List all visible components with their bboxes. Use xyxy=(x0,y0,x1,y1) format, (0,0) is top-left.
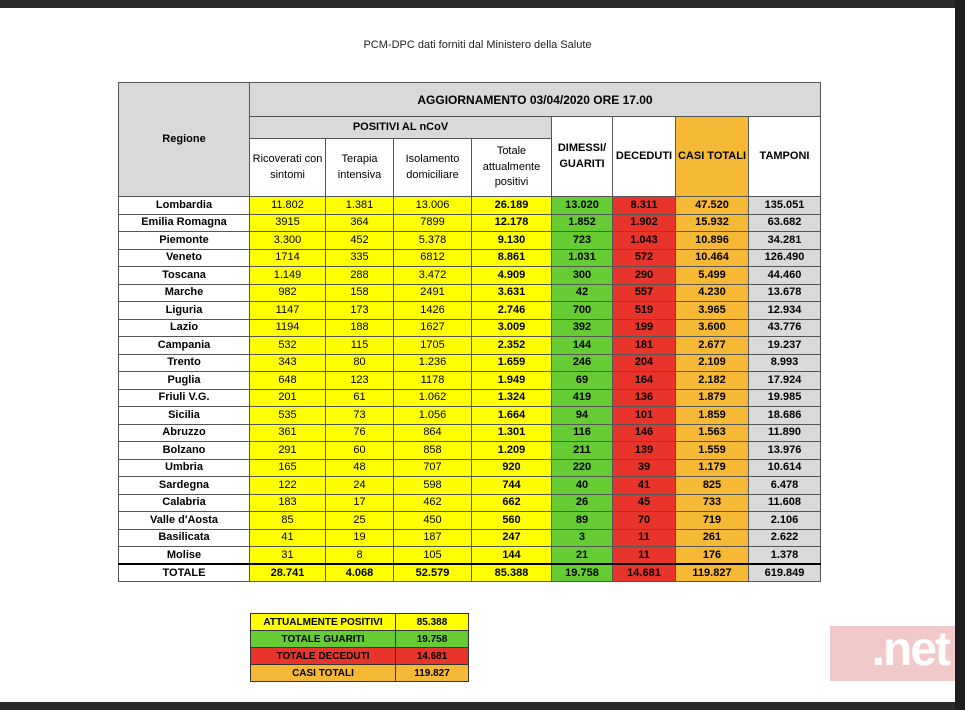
cell-ricoverati: 1194 xyxy=(250,319,326,337)
cell-ricoverati: 41 xyxy=(250,529,326,547)
cell-casi-totali: 2.182 xyxy=(676,372,749,390)
cell-terapia: 452 xyxy=(326,232,394,250)
cell-dimessi: 392 xyxy=(552,319,613,337)
summary-row xyxy=(251,631,469,648)
cell-totale-positivi: 9.130 xyxy=(472,232,552,250)
cell-isolamento: 2491 xyxy=(394,284,472,302)
cell-deceduti: 101 xyxy=(613,407,676,425)
cell-isolamento: 13.006 xyxy=(394,197,472,215)
cell-deceduti: 39 xyxy=(613,459,676,477)
cell-region: Valle d'Aosta xyxy=(119,512,250,530)
cell-isolamento: 1.056 xyxy=(394,407,472,425)
cell-dimessi: 300 xyxy=(552,267,613,285)
cell-tamponi: 12.934 xyxy=(749,302,821,320)
cell-terapia: 80 xyxy=(326,354,394,372)
cell-totale-positivi: 2.352 xyxy=(472,337,552,355)
cell-totale-positivi: 2.746 xyxy=(472,302,552,320)
cell-ricoverati: 165 xyxy=(250,459,326,477)
table-row xyxy=(119,407,821,425)
table-row xyxy=(119,512,821,530)
cell-isolamento: 707 xyxy=(394,459,472,477)
cell-dimessi: 40 xyxy=(552,477,613,495)
cell-tamponi: 19.985 xyxy=(749,389,821,407)
col-header-tamponi: TAMPONI xyxy=(749,117,821,197)
watermark-logo xyxy=(830,623,955,681)
cell-ricoverati: 85 xyxy=(250,512,326,530)
cell-deceduti: 1.902 xyxy=(613,214,676,232)
table-row xyxy=(119,319,821,337)
cell-isolamento: 1.062 xyxy=(394,389,472,407)
cell-isolamento: 462 xyxy=(394,494,472,512)
total-tamponi: 619.849 xyxy=(749,564,821,582)
cell-terapia: 335 xyxy=(326,249,394,267)
cell-tamponi: 13.976 xyxy=(749,442,821,460)
cell-deceduti: 11 xyxy=(613,547,676,565)
cell-casi-totali: 1.179 xyxy=(676,459,749,477)
cell-region: Sardegna xyxy=(119,477,250,495)
cell-totale-positivi: 3.631 xyxy=(472,284,552,302)
cell-terapia: 24 xyxy=(326,477,394,495)
col-header-terapia: Terapia intensiva xyxy=(326,139,394,197)
cell-region: Lombardia xyxy=(119,197,250,215)
cell-totale-positivi: 12.178 xyxy=(472,214,552,232)
col-header-deceduti: DECEDUTI xyxy=(613,117,676,197)
cell-terapia: 288 xyxy=(326,267,394,285)
cell-ricoverati: 361 xyxy=(250,424,326,442)
cell-ricoverati: 11.802 xyxy=(250,197,326,215)
table-row xyxy=(119,547,821,565)
cell-region: Sicilia xyxy=(119,407,250,425)
cell-ricoverati: 1.149 xyxy=(250,267,326,285)
cell-region: Lazio xyxy=(119,319,250,337)
table-row xyxy=(119,529,821,547)
total-isolamento: 52.579 xyxy=(394,564,472,582)
col-header-dimessi: DIMESSI/ GUARITI xyxy=(552,117,613,197)
cell-dimessi: 69 xyxy=(552,372,613,390)
table-row xyxy=(119,197,821,215)
summary-label: TOTALE DECEDUTI xyxy=(251,648,396,665)
table-row xyxy=(119,302,821,320)
cell-totale-positivi: 26.189 xyxy=(472,197,552,215)
cell-totale-positivi: 1.949 xyxy=(472,372,552,390)
cell-isolamento: 1178 xyxy=(394,372,472,390)
cell-casi-totali: 10.464 xyxy=(676,249,749,267)
table-row xyxy=(119,232,821,250)
cell-deceduti: 164 xyxy=(613,372,676,390)
cell-casi-totali: 5.499 xyxy=(676,267,749,285)
cell-tamponi: 2.106 xyxy=(749,512,821,530)
cell-deceduti: 1.043 xyxy=(613,232,676,250)
table-row xyxy=(119,372,821,390)
total-ricoverati: 28.741 xyxy=(250,564,326,582)
cell-terapia: 60 xyxy=(326,442,394,460)
cell-totale-positivi: 3.009 xyxy=(472,319,552,337)
cell-terapia: 8 xyxy=(326,547,394,565)
cell-isolamento: 5.378 xyxy=(394,232,472,250)
cell-casi-totali: 733 xyxy=(676,494,749,512)
cell-isolamento: 1426 xyxy=(394,302,472,320)
col-header-totale-positivi: Totale attualmente positivi xyxy=(472,139,552,197)
cell-casi-totali: 10.896 xyxy=(676,232,749,250)
cell-deceduti: 557 xyxy=(613,284,676,302)
cell-dimessi: 144 xyxy=(552,337,613,355)
cell-dimessi: 13.020 xyxy=(552,197,613,215)
cell-casi-totali: 3.600 xyxy=(676,319,749,337)
col-header-ricoverati: Ricoverati con sintomi xyxy=(250,139,326,197)
cell-region: Piemonte xyxy=(119,232,250,250)
cell-region: Trento xyxy=(119,354,250,372)
cell-terapia: 25 xyxy=(326,512,394,530)
cell-isolamento: 598 xyxy=(394,477,472,495)
cell-totale-positivi: 144 xyxy=(472,547,552,565)
cell-tamponi: 11.608 xyxy=(749,494,821,512)
cell-totale-positivi: 744 xyxy=(472,477,552,495)
watermark-text: .net xyxy=(871,623,949,676)
cell-region: Friuli V.G. xyxy=(119,389,250,407)
cell-region: Puglia xyxy=(119,372,250,390)
total-dimessi: 19.758 xyxy=(552,564,613,582)
cell-dimessi: 1.852 xyxy=(552,214,613,232)
table-row xyxy=(119,442,821,460)
cell-isolamento: 6812 xyxy=(394,249,472,267)
cell-totale-positivi: 8.861 xyxy=(472,249,552,267)
cell-casi-totali: 719 xyxy=(676,512,749,530)
cell-tamponi: 6.478 xyxy=(749,477,821,495)
cell-totale-positivi: 247 xyxy=(472,529,552,547)
cell-dimessi: 419 xyxy=(552,389,613,407)
summary-value: 14.681 xyxy=(396,648,469,665)
cell-isolamento: 864 xyxy=(394,424,472,442)
cell-ricoverati: 1147 xyxy=(250,302,326,320)
cell-region: Campania xyxy=(119,337,250,355)
cell-casi-totali: 2.109 xyxy=(676,354,749,372)
cell-terapia: 61 xyxy=(326,389,394,407)
cell-ricoverati: 532 xyxy=(250,337,326,355)
cell-deceduti: 290 xyxy=(613,267,676,285)
summary-row xyxy=(251,614,469,631)
cell-casi-totali: 47.520 xyxy=(676,197,749,215)
cell-dimessi: 3 xyxy=(552,529,613,547)
cell-isolamento: 1705 xyxy=(394,337,472,355)
cell-dimessi: 21 xyxy=(552,547,613,565)
cell-dimessi: 26 xyxy=(552,494,613,512)
cell-deceduti: 139 xyxy=(613,442,676,460)
cell-casi-totali: 1.559 xyxy=(676,442,749,460)
cell-tamponi: 2.622 xyxy=(749,529,821,547)
cell-casi-totali: 1.879 xyxy=(676,389,749,407)
cell-isolamento: 1627 xyxy=(394,319,472,337)
table-row xyxy=(119,424,821,442)
summary-value: 85.388 xyxy=(396,614,469,631)
total-terapia: 4.068 xyxy=(326,564,394,582)
cell-tamponi: 135.051 xyxy=(749,197,821,215)
cell-ricoverati: 3915 xyxy=(250,214,326,232)
cell-casi-totali: 4.230 xyxy=(676,284,749,302)
cell-isolamento: 1.236 xyxy=(394,354,472,372)
cell-ricoverati: 648 xyxy=(250,372,326,390)
cell-region: Marche xyxy=(119,284,250,302)
cell-casi-totali: 825 xyxy=(676,477,749,495)
summary-table xyxy=(250,613,469,682)
cell-isolamento: 105 xyxy=(394,547,472,565)
cell-terapia: 19 xyxy=(326,529,394,547)
cell-deceduti: 204 xyxy=(613,354,676,372)
summary-row xyxy=(251,648,469,665)
cell-region: Calabria xyxy=(119,494,250,512)
cell-totale-positivi: 1.324 xyxy=(472,389,552,407)
table-row xyxy=(119,214,821,232)
cell-tamponi: 10.614 xyxy=(749,459,821,477)
cell-tamponi: 34.281 xyxy=(749,232,821,250)
table-row xyxy=(119,249,821,267)
cell-region: Veneto xyxy=(119,249,250,267)
summary-value: 119.827 xyxy=(396,665,469,682)
cell-tamponi: 63.682 xyxy=(749,214,821,232)
cell-totale-positivi: 1.209 xyxy=(472,442,552,460)
cell-ricoverati: 982 xyxy=(250,284,326,302)
cell-isolamento: 7899 xyxy=(394,214,472,232)
cell-casi-totali: 15.932 xyxy=(676,214,749,232)
table-title: AGGIORNAMENTO 03/04/2020 ORE 17.00 xyxy=(250,83,821,117)
total-deceduti: 14.681 xyxy=(613,564,676,582)
cell-casi-totali: 261 xyxy=(676,529,749,547)
screen-edge xyxy=(955,0,965,710)
cell-terapia: 17 xyxy=(326,494,394,512)
cell-dimessi: 89 xyxy=(552,512,613,530)
cell-ricoverati: 122 xyxy=(250,477,326,495)
cell-dimessi: 116 xyxy=(552,424,613,442)
cell-tamponi: 44.460 xyxy=(749,267,821,285)
covid-regional-table xyxy=(118,82,821,582)
cell-deceduti: 146 xyxy=(613,424,676,442)
table-row xyxy=(119,494,821,512)
cell-region: Emilia Romagna xyxy=(119,214,250,232)
cell-deceduti: 8.311 xyxy=(613,197,676,215)
cell-tamponi: 18.686 xyxy=(749,407,821,425)
summary-label: CASI TOTALI xyxy=(251,665,396,682)
cell-isolamento: 187 xyxy=(394,529,472,547)
cell-tamponi: 126.490 xyxy=(749,249,821,267)
cell-totale-positivi: 560 xyxy=(472,512,552,530)
cell-totale-positivi: 1.301 xyxy=(472,424,552,442)
cell-deceduti: 519 xyxy=(613,302,676,320)
cell-ricoverati: 535 xyxy=(250,407,326,425)
cell-ricoverati: 343 xyxy=(250,354,326,372)
col-header-isolamento: Isolamento domiciliare xyxy=(394,139,472,197)
cell-tamponi: 13.678 xyxy=(749,284,821,302)
cell-totale-positivi: 920 xyxy=(472,459,552,477)
table-row xyxy=(119,477,821,495)
cell-ricoverati: 3.300 xyxy=(250,232,326,250)
cell-deceduti: 136 xyxy=(613,389,676,407)
cell-deceduti: 70 xyxy=(613,512,676,530)
cell-dimessi: 700 xyxy=(552,302,613,320)
cell-totale-positivi: 662 xyxy=(472,494,552,512)
cell-tamponi: 19.237 xyxy=(749,337,821,355)
cell-tamponi: 1.378 xyxy=(749,547,821,565)
table-row xyxy=(119,389,821,407)
table-row xyxy=(119,267,821,285)
cell-isolamento: 858 xyxy=(394,442,472,460)
col-header-casi-totali: CASI TOTALI xyxy=(676,117,749,197)
summary-label: TOTALE GUARITI xyxy=(251,631,396,648)
total-row xyxy=(119,564,821,582)
cell-ricoverati: 291 xyxy=(250,442,326,460)
cell-terapia: 48 xyxy=(326,459,394,477)
cell-ricoverati: 31 xyxy=(250,547,326,565)
cell-deceduti: 181 xyxy=(613,337,676,355)
cell-tamponi: 43.776 xyxy=(749,319,821,337)
cell-casi-totali: 3.965 xyxy=(676,302,749,320)
cell-region: Liguria xyxy=(119,302,250,320)
cell-region: Basilicata xyxy=(119,529,250,547)
cell-terapia: 158 xyxy=(326,284,394,302)
cell-terapia: 115 xyxy=(326,337,394,355)
cell-dimessi: 246 xyxy=(552,354,613,372)
cell-dimessi: 220 xyxy=(552,459,613,477)
cell-ricoverati: 1714 xyxy=(250,249,326,267)
total-casi-totali: 119.827 xyxy=(676,564,749,582)
cell-tamponi: 8.993 xyxy=(749,354,821,372)
cell-deceduti: 41 xyxy=(613,477,676,495)
cell-isolamento: 450 xyxy=(394,512,472,530)
cell-dimessi: 211 xyxy=(552,442,613,460)
cell-casi-totali: 1.563 xyxy=(676,424,749,442)
cell-terapia: 76 xyxy=(326,424,394,442)
total-totale-positivi: 85.388 xyxy=(472,564,552,582)
cell-region: Molise xyxy=(119,547,250,565)
cell-dimessi: 1.031 xyxy=(552,249,613,267)
cell-deceduti: 11 xyxy=(613,529,676,547)
cell-casi-totali: 176 xyxy=(676,547,749,565)
source-caption: PCM-DPC dati forniti dal Ministero della Salute xyxy=(363,39,592,51)
summary-label: ATTUALMENTE POSITIVI xyxy=(251,614,396,631)
cell-dimessi: 723 xyxy=(552,232,613,250)
cell-tamponi: 11.890 xyxy=(749,424,821,442)
region-header: Regione xyxy=(119,83,250,197)
cell-terapia: 173 xyxy=(326,302,394,320)
cell-terapia: 123 xyxy=(326,372,394,390)
cell-totale-positivi: 1.664 xyxy=(472,407,552,425)
total-region: TOTALE xyxy=(119,564,250,582)
table-row xyxy=(119,354,821,372)
summary-value: 19.758 xyxy=(396,631,469,648)
cell-totale-positivi: 4.909 xyxy=(472,267,552,285)
cell-totale-positivi: 1.659 xyxy=(472,354,552,372)
cell-ricoverati: 183 xyxy=(250,494,326,512)
summary-row xyxy=(251,665,469,682)
table-row xyxy=(119,337,821,355)
cell-terapia: 1.381 xyxy=(326,197,394,215)
cell-region: Bolzano xyxy=(119,442,250,460)
cell-tamponi: 17.924 xyxy=(749,372,821,390)
cell-isolamento: 3.472 xyxy=(394,267,472,285)
cell-deceduti: 572 xyxy=(613,249,676,267)
cell-terapia: 188 xyxy=(326,319,394,337)
cell-dimessi: 94 xyxy=(552,407,613,425)
cell-deceduti: 45 xyxy=(613,494,676,512)
cell-deceduti: 199 xyxy=(613,319,676,337)
table-row xyxy=(119,284,821,302)
cell-casi-totali: 1.859 xyxy=(676,407,749,425)
cell-terapia: 364 xyxy=(326,214,394,232)
cell-ricoverati: 201 xyxy=(250,389,326,407)
cell-casi-totali: 2.677 xyxy=(676,337,749,355)
cell-region: Abruzzo xyxy=(119,424,250,442)
cell-dimessi: 42 xyxy=(552,284,613,302)
cell-terapia: 73 xyxy=(326,407,394,425)
positivi-group-header: POSITIVI AL nCoV xyxy=(250,117,552,139)
cell-region: Umbria xyxy=(119,459,250,477)
cell-region: Toscana xyxy=(119,267,250,285)
table-row xyxy=(119,459,821,477)
